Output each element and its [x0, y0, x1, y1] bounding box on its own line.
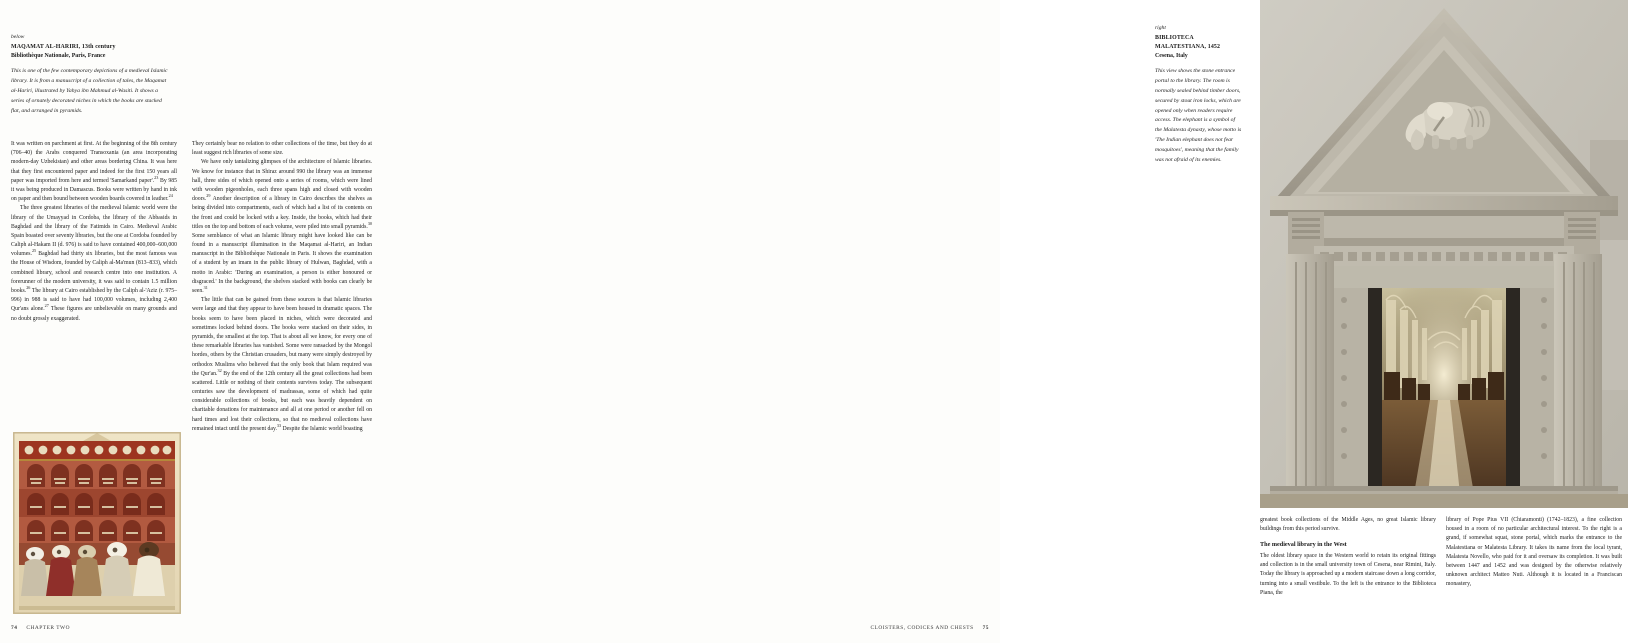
caption-description: This view shows the stone entrance portal to the library. The room is normally sealed behind timber doors, secured by stout iron locks, which are opened only when readers require access. The elephant is a symbol of the Malatesta dynasty, whose motto is 'The Indian elephant does not fear mosquitoes', meaning that the family was not afraid of its enemies.	[1155, 68, 1242, 163]
caption-manuscript	[11, 33, 171, 116]
caption-location: Cesena, Italy	[1155, 53, 1188, 60]
caption-title: BIBLIOTECA	[1155, 35, 1194, 42]
body-column-left-1	[11, 140, 177, 324]
paragraph: The three greatest libraries of the medieval Islamic world were the library of the Umayyad in Cordoba, the library of the Abbasids in Baghdad and the library of the Fatimids in Cairo. Medieval Arabic Spain boasted over seventy libraries, but the one at Cordoba founded by Caliph al-Hakam II (d. 976) is said to have contained 400,000–600,000 volumes.$^{25}$ Baghdad had thirty six libraries, but the most famous was the House of Wisdom, founded by Caliph al-Ma'mun (813–833), which combined library, school and research centre into one institution. A forerunner of the modern university, it was said to contain 1.5 million books.$^{26}$ The library at Cairo established by the Caliph al-'Aziz (r. 975–996) in 988 is said to have had 100,000 volumes, including 2,400 Qur'ans alone.$^{27}$ These figures are unbelievable on many grounds and no doubt grossly exaggerated.	[11, 205, 177, 322]
paragraph: They certainly bear no relation to other collections of the time, but they do at least suggest rich libraries of some size.	[192, 141, 372, 157]
photograph-artwork	[1260, 0, 1628, 508]
body-column-right-1	[1260, 516, 1436, 598]
footnote-ref: 26	[26, 285, 31, 291]
caption-description: This is one of the few contemporary depictions of a medieval Islamic library. It is from a manuscript of a collection of tales, the Maqamat al-Hariri, illustrated by Yahya ibn Mahmud al-Wasiti. It shows a series of ornately decorated niches in which the books are stacked flat, and arranged in pyramids.	[11, 68, 168, 114]
footnote-ref: 23	[154, 174, 159, 180]
footnote-ref: 31	[203, 285, 208, 291]
caption-title: MAQAMAT AL-HARIRI, 13th century	[11, 44, 116, 51]
footnote-ref: 30	[367, 220, 372, 226]
page-number: 74	[11, 625, 18, 631]
maqamat-al-hariri-illumination	[13, 432, 181, 614]
paragraph: greatest book collections of the Middle Ages, no great Islamic library buildings from this period survive.	[1260, 517, 1436, 533]
page-left	[0, 0, 628, 643]
caption-year: 1452	[1207, 44, 1221, 51]
paragraph: We have only tantalizing glimpses of the architecture of Islamic libraries. We know for instance that in Shiraz around 990 the library was an immense hall, three sides of which opened onto a series of rooms, which were lined with wooden pigeonholes, each three spans high and closed with wooden doors.$^{29}$ Another description of a library in Cairo describes the shelves as being divided into compartments, each of which had a list of its contents on the front and could be locked with a key. Inside, the books, which had their titles on the top and bottom of each volume, were piled into small pyramids.$^{30}$ Some semblance of what an Islamic library might have looked like can be found in a manuscript illumination in the Maqamat al-Hariri, an Indian manuscript in the Bibliothèque Nationale in Paris. It shows the examination of a student by an imam in the public library of Hulwan, Baghdad, with a motto in Arabic: 'During an examination, a person is either honoured or disgraced.' In the background, the shelves stacked with books can clearly be seen.$^{31}$	[192, 159, 372, 294]
running-head: CLOISTERS, CODICES AND CHESTS	[870, 625, 974, 631]
illumination-artwork	[13, 432, 181, 614]
paragraph: It was written on parchment at first. At the beginning of the 8th century (706–40) the Arabs conquered Transoxania (an area incorporating modern-day Uzbekistan) and other areas bordering China. It was here that they first encountered paper and indeed for the first 150 years all paper was imported from here and termed 'Samarkand paper'.$^{23}$ By 985 it was being produced in Damascus. Books were written by hand in ink on paper and then bound between wooden boards covered in leather.$^{24}$	[11, 141, 177, 203]
caption-century: 13th century	[81, 44, 116, 51]
footnote-ref: 25	[31, 248, 37, 254]
footnote-ref: 27	[44, 303, 49, 309]
footnote-ref: 29	[206, 193, 211, 199]
paragraph: The little that can be gained from these sources is that Islamic libraries were large and that they appear to have been housed in dramatic spaces. The books seem to have been placed in niches, which were decorated and sometimes locked behind doors. The books were stacked on their sides, in pyramids, the smallest at the top. That is about all we know, for every one of these remarkable libraries has vanished. Some were ransacked by the Mongol hordes, others by the Christian crusaders, but many were simply destroyed by orthodox Muslims who believed that the only book that Islam required was the Qur'an.$^{32}$ By the end of the 12th century all the great collections had been scattered. Little or nothing of their contents survives today. The subsequent centuries saw the development of madrassas, some of which had quite considerable collections of books, but each was heavily dependent on charitable donations for maintenance and all at one period or another fell on hard times and lost their collections, so that no medieval collections have remained intact until the present day.$^{33}$ Despite the Islamic world boasting	[192, 297, 372, 432]
running-head: CHAPTER TWO	[26, 625, 70, 631]
body-column-left-2	[192, 140, 372, 434]
footnote-ref: 33	[276, 422, 282, 428]
footnote-ref: 24	[168, 193, 173, 199]
page-right	[628, 0, 1622, 643]
body-column-right-2	[1446, 516, 1622, 590]
malatestiana-portal-photograph	[1260, 0, 1628, 508]
paragraph: library of Pope Pius VII (Chiaramonti) (1742–1823), a fine collection housed in a room of no particular architectural interest. To the right is a grand, if somewhat squat, stone portal, which marks the entrance to the Malatestiana or Malatesta Library. It takes its name from the local tyrant, Malatesta Novello, who paid for it and oversaw its completion. It was built between 1447 and 1452 and was designed by the otherwise relatively unknown architect Matteo Nuti. Although it is located in a Franciscan monastery,	[1446, 517, 1622, 588]
folio-left	[11, 625, 70, 631]
caption-title-line2: MALATESTIANA, 1452	[1155, 44, 1221, 51]
page-number: 75	[982, 625, 989, 631]
caption-position-label: below	[11, 34, 25, 40]
caption-location: Bibliothèque Nationale, Paris, France	[11, 53, 106, 60]
section-heading: The medieval library in the West	[1260, 541, 1347, 549]
caption-photograph	[1155, 24, 1243, 165]
folio-right	[870, 625, 989, 631]
footnote-ref: 32	[217, 367, 222, 373]
caption-position-label: right	[1155, 25, 1166, 31]
paragraph: The oldest library space in the Western world to retain its original fittings and collection is in the small university town of Cesena, near Rimini, Italy. Today the library is approached up a modern staircase down a long corridor, turning into a small vestibule. To the left is the entrance to the Biblioteca Piana, the	[1260, 553, 1436, 596]
